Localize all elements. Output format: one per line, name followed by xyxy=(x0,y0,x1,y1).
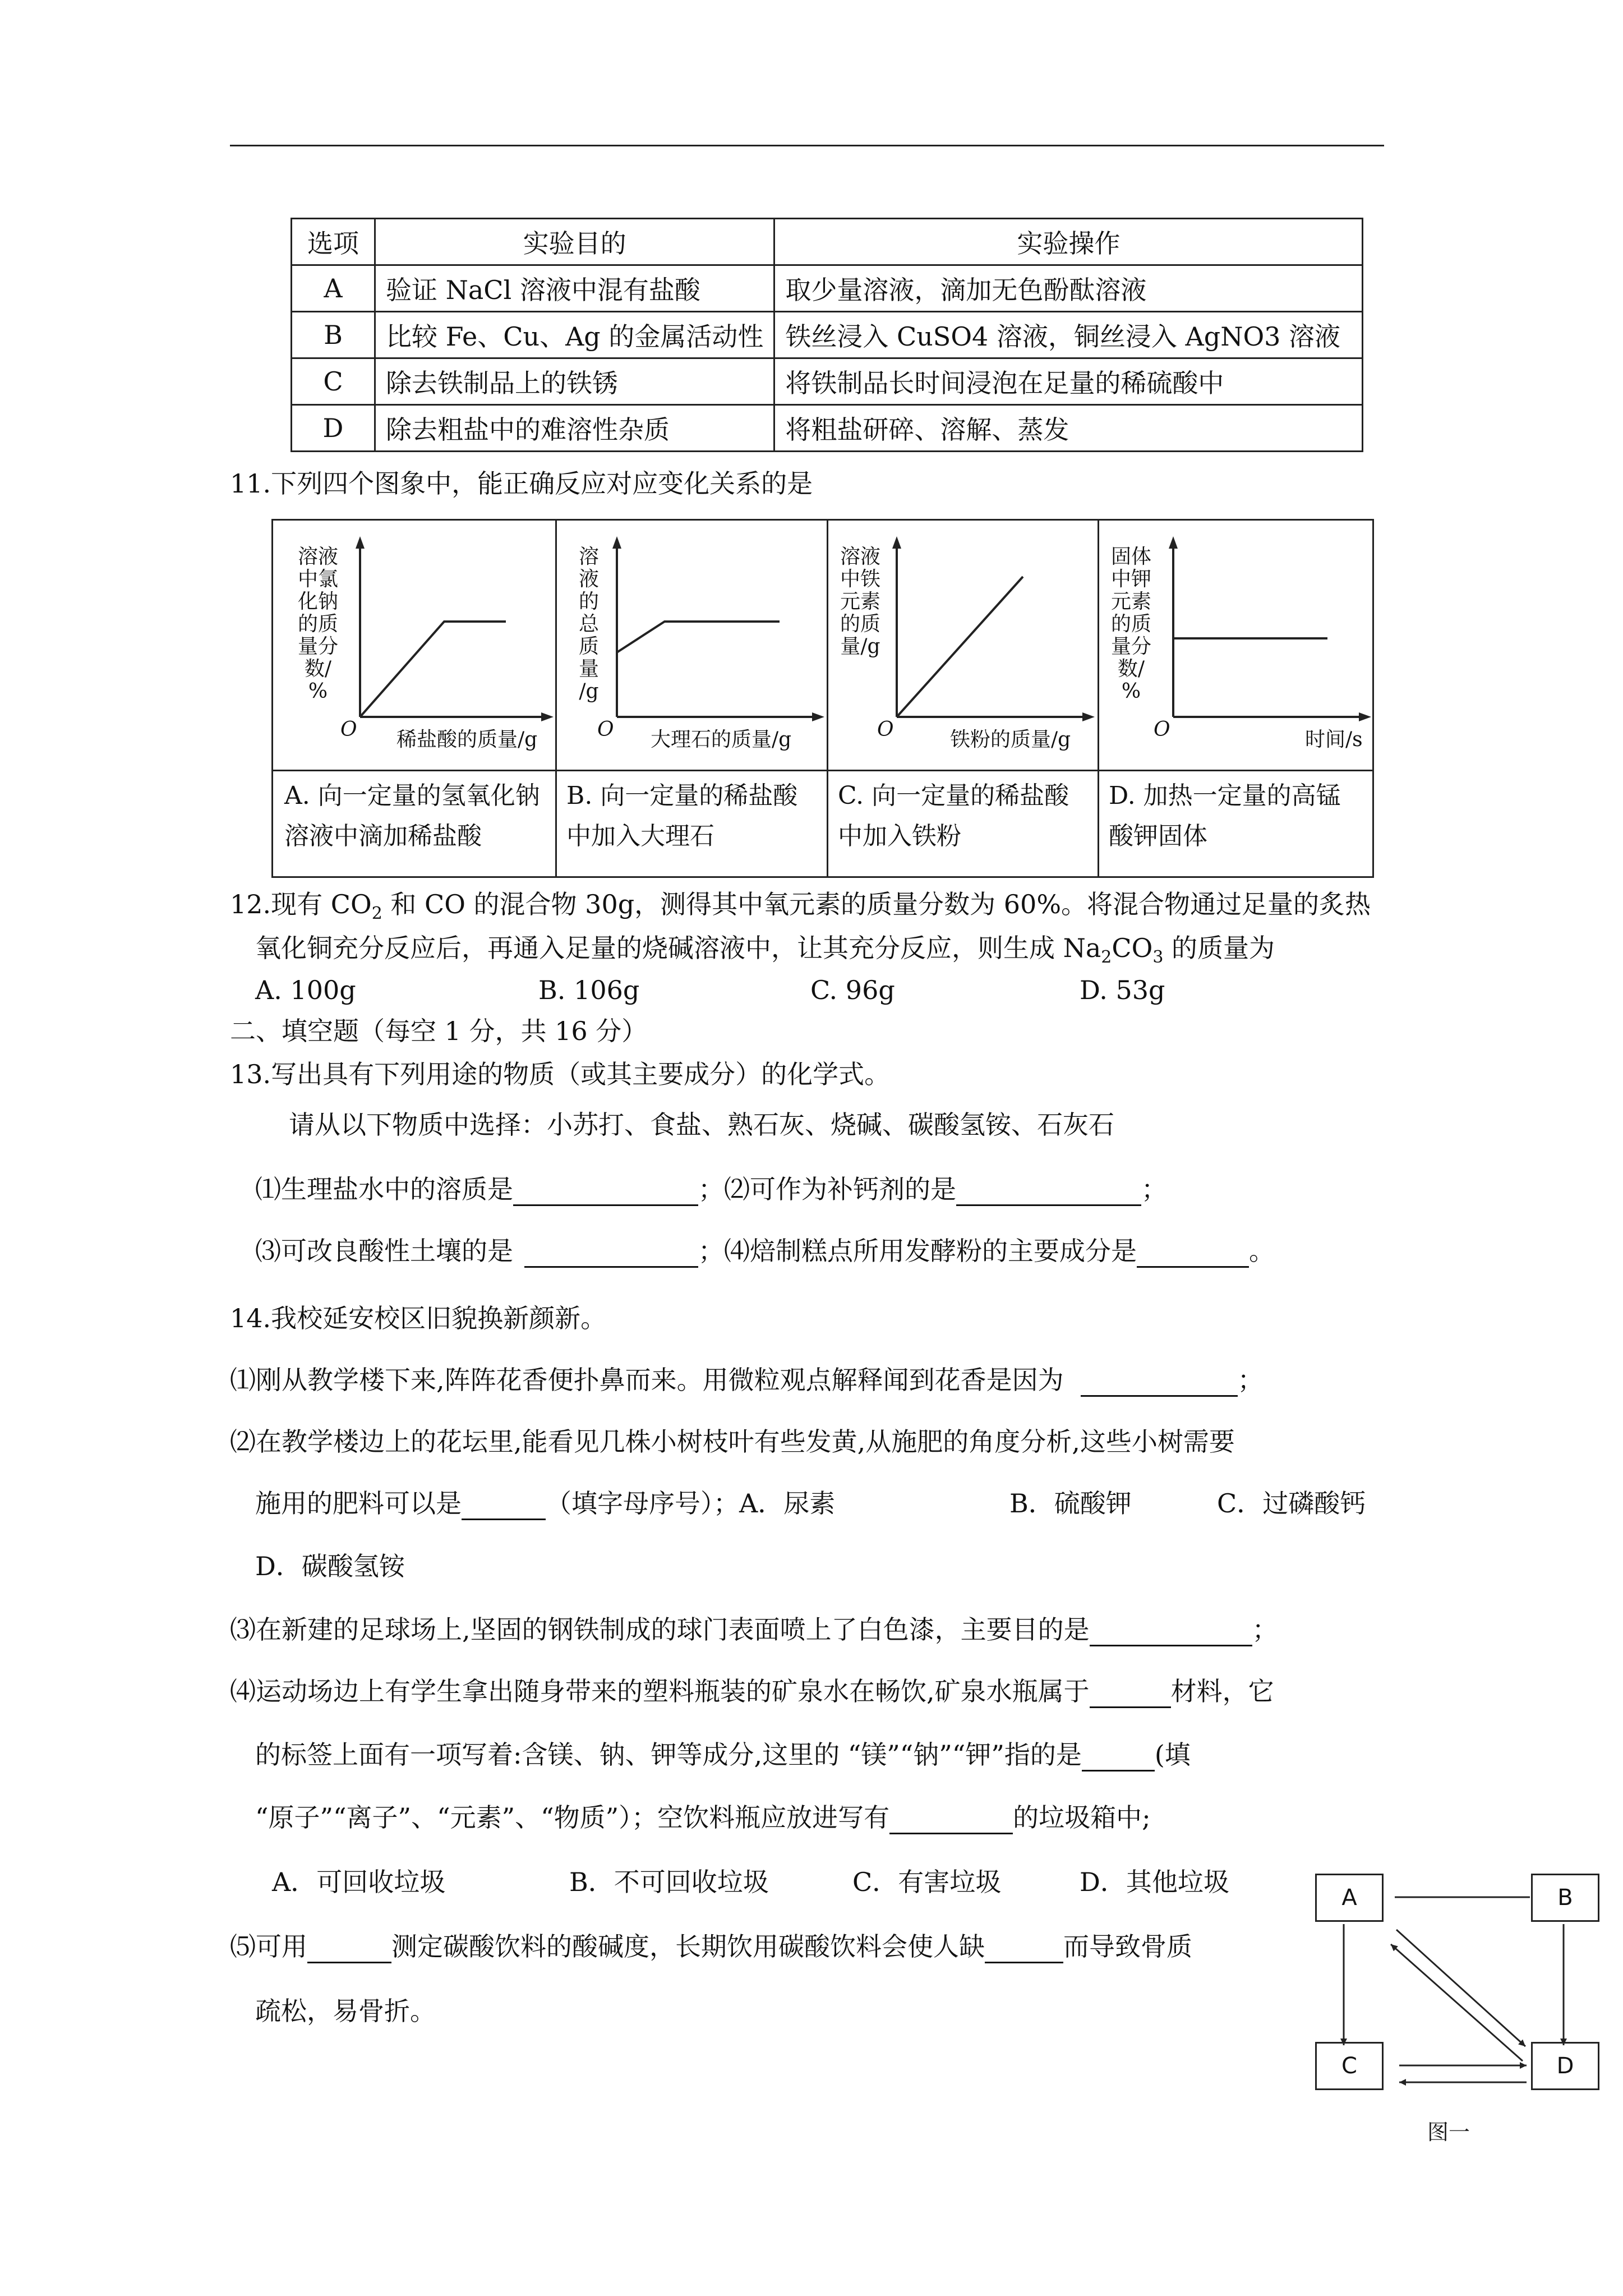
question-14-sub4-line3: “原子”“离子”、“元素”、“物质”）；空饮料瓶应放进写有 的垃圾箱中; xyxy=(255,1801,1151,1834)
question-12-line1: 12.现有 $CO_2$ 和 CO 的混合物 30g，测得其中氧元素的质量分数为 60%。将混合物通过足量的炙热 xyxy=(230,889,1371,924)
question-12-option-d: D. 53g xyxy=(1080,975,1165,1005)
graph-a-origin: O xyxy=(340,718,357,741)
table-cell: 验证 NaCl 溶液中混有盐酸 xyxy=(375,265,774,312)
graph-a-ylabel: 溶液中氯化钠的质量分数/% xyxy=(297,545,338,703)
table-cell: 除去铁制品上的铁锈 xyxy=(375,358,774,405)
question-14-sub3: ⑶在新建的足球场上,坚固的钢铁制成的球门表面喷上了白色漆，主要目的是 ； xyxy=(230,1613,1278,1646)
answer-blank[interactable] xyxy=(956,1176,1141,1206)
table-cell: 铁丝浸入 CuSO4 溶液，铜丝浸入 AgNO3 溶液 xyxy=(774,312,1363,358)
diagram-node-a: A xyxy=(1315,1874,1384,1922)
graph-d-xlabel: 时间/s xyxy=(1305,728,1363,751)
graph-c-xlabel: 铁粉的质量/g xyxy=(950,728,1071,751)
answer-blank[interactable] xyxy=(1090,1678,1171,1708)
table-cell: 除去粗盐中的难溶性杂质 xyxy=(375,405,774,452)
answer-blank[interactable] xyxy=(1137,1238,1249,1268)
table-cell: 比较 Fe、Cu、Ag 的金属活动性 xyxy=(375,312,774,358)
diagram-node-c: C xyxy=(1315,2042,1384,2090)
answer-blank[interactable] xyxy=(985,1934,1063,1963)
question-14-sub5-line2: 疏松，易骨折。 xyxy=(255,1996,436,2026)
graph-d-ylabel: 固体中钾元素的质量分数/% xyxy=(1110,545,1151,703)
diagram-caption: 图一 xyxy=(1427,2120,1470,2145)
answer-blank[interactable] xyxy=(307,1934,391,1963)
graph-b-origin: O xyxy=(597,718,614,741)
question-13-choices: 请从以下物质中选择：小苏打、食盐、熟石灰、烧碱、碳酸氢铵、石灰石 xyxy=(289,1110,1114,1140)
graph-panel xyxy=(271,519,1374,878)
graph-b-description: B. 向一定量的稀盐酸中加入大理石 xyxy=(566,781,798,850)
answer-blank[interactable] xyxy=(524,1238,698,1268)
answer-blank[interactable] xyxy=(462,1490,546,1520)
graph-c-origin: O xyxy=(877,718,894,741)
graph-d xyxy=(1098,521,1372,880)
graph-a xyxy=(273,521,555,880)
question-14-sub4-option-a: A．可回收垃圾 xyxy=(272,1867,446,1897)
table-cell: D xyxy=(292,405,375,452)
graph-b xyxy=(555,521,827,880)
question-12-option-c: C. 96g xyxy=(810,975,895,1005)
table-row xyxy=(292,358,1363,405)
graph-c-description: C. 向一定量的稀盐酸中加入铁粉 xyxy=(838,781,1069,850)
options-table xyxy=(291,218,1363,452)
table-header: 实验操作 xyxy=(774,219,1363,265)
table-cell: 将铁制品长时间浸泡在足量的稀硫酸中 xyxy=(774,358,1363,405)
table-cell: C xyxy=(292,358,375,405)
question-13-stem: 13.写出具有下列用途的物质（或其主要成分）的化学式。 xyxy=(230,1059,891,1089)
table-cell: B xyxy=(292,312,375,358)
question-14-stem: 14.我校延安校区旧貌换新颜新。 xyxy=(230,1303,607,1333)
table-row xyxy=(292,312,1363,358)
question-14-sub4-option-c: C．有害垃圾 xyxy=(852,1867,1002,1897)
table-cell: 取少量溶液，滴加无色酚酞溶液 xyxy=(774,265,1363,312)
graph-a-description: A. 向一定量的氢氧化钠溶液中滴加稀盐酸 xyxy=(284,781,540,850)
graph-c-ylabel: 溶液中铁元素的质量/g xyxy=(840,545,880,658)
question-12-option-b: B. 106g xyxy=(538,975,640,1005)
answer-blank[interactable] xyxy=(889,1805,1013,1834)
question-14-sub1: ⑴刚从教学楼下来,阵阵花香便扑鼻而来。用微粒观点解释闻到花香是因为 ； xyxy=(230,1363,1264,1397)
question-14-sub2-option-d: D．碳酸氢铵 xyxy=(255,1551,405,1581)
question-14-sub4-line1: ⑷运动场边上有学生拿出随身带来的塑料瓶装的矿泉水在畅饮,矿泉水瓶属于 材料，它 xyxy=(230,1674,1274,1708)
diagram-node-d: D xyxy=(1531,2042,1599,2090)
question-12-option-a: A. 100g xyxy=(255,975,356,1005)
answer-blank[interactable] xyxy=(1082,1742,1155,1772)
question-14-sub2-line2: 施用的肥料可以是 （填字母序号）；A．尿素 xyxy=(255,1487,835,1520)
question-14-sub2-option-b: B．硫酸钾 xyxy=(1009,1488,1132,1519)
question-13-line2: ⑶可改良酸性土壤的是 ；⑷焙制糕点所用发酵粉的主要成分是 。 xyxy=(255,1234,1275,1268)
table-row xyxy=(292,265,1363,312)
graph-c xyxy=(827,521,1098,880)
answer-blank[interactable] xyxy=(1090,1617,1252,1646)
table-row xyxy=(292,405,1363,452)
graph-b-ylabel: 溶液的总质量/g xyxy=(578,545,599,703)
section-2-heading: 二、填空题（每空 1 分，共 16 分） xyxy=(230,1016,648,1046)
table-cell: A xyxy=(292,265,375,312)
question-12-line2: 氧化铜充分反应后，再通入足量的烧碱溶液中，让其充分反应，则生成 $Na_2CO_3$ 的质量为 xyxy=(255,933,1275,968)
question-14-sub5-line1: ⑸可用 测定碳酸饮料的酸碱度，长期饮用碳酸饮料会使人缺 而导致骨质 xyxy=(230,1930,1192,1963)
question-13-line1: ⑴生理盐水中的溶质是 ；⑵可作为补钙剂的是 ； xyxy=(255,1172,1167,1206)
graph-d-origin: O xyxy=(1154,718,1170,741)
question-11-stem: 11.下列四个图象中，能正确反应对应变化关系的是 xyxy=(230,468,813,499)
answer-blank[interactable] xyxy=(513,1176,698,1206)
diagram-node-b: B xyxy=(1531,1874,1599,1922)
question-14-sub4-option-b: B．不可回收垃圾 xyxy=(569,1867,769,1897)
graph-d-description: D. 加热一定量的高锰酸钾固体 xyxy=(1109,781,1341,850)
graph-a-xlabel: 稀盐酸的质量/g xyxy=(396,728,538,751)
question-14-sub4-option-d: D．其他垃圾 xyxy=(1080,1867,1229,1897)
table-header: 选项 xyxy=(292,219,375,265)
question-14-sub2-line1: ⑵在教学楼边上的花坛里,能看见几株小树枝叶有些发黄,从施肥的角度分析,这些小树需要 xyxy=(230,1427,1235,1457)
header-rule xyxy=(230,145,1384,146)
table-cell: 将粗盐研碎、溶解、蒸发 xyxy=(774,405,1363,452)
question-14-sub4-line2: 的标签上面有一项写着:含镁、钠、钾等成分,这里的 “镁”“钠”“钾”指的是 (填 xyxy=(255,1738,1191,1772)
question-14-sub2-option-c: C．过磷酸钙 xyxy=(1217,1488,1366,1519)
table-header-row xyxy=(292,219,1363,265)
graph-b-xlabel: 大理石的质量/g xyxy=(651,728,792,751)
table-header: 实验目的 xyxy=(375,219,774,265)
answer-blank[interactable] xyxy=(1081,1367,1238,1397)
